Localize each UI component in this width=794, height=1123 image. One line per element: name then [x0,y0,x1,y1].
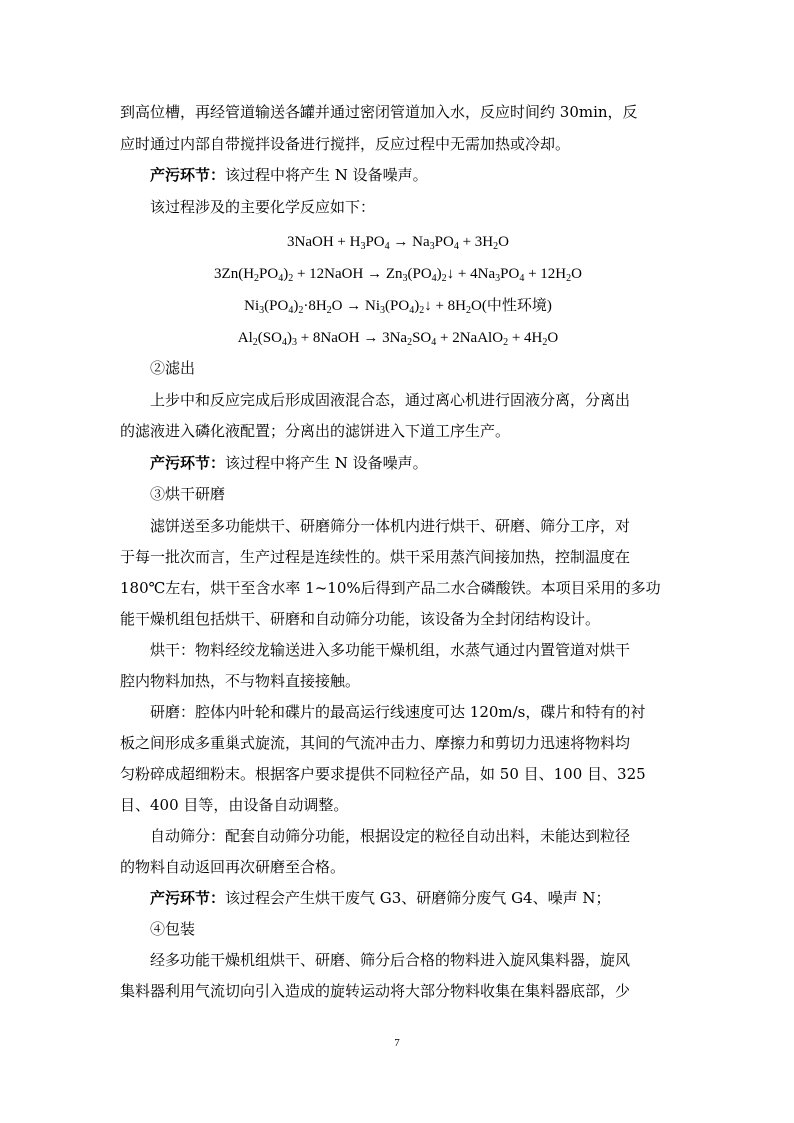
paragraph-line: 的物料自动返回再次研磨至合格。 [120,858,346,876]
equation-2: $3Zn(H_2PO_4)_2$ + 12NaOH → $Zn_3(PO_4)_2↓ + 4Na_3PO_4 + 12H_2O$ [214,266,582,284]
pollution-note [150,160,706,190]
paragraph-line: 180℃左右，烘干至含水率 1~10%后得到产品二水合磷酸铁。本项目采用的多功 [120,579,661,597]
paragraph-line: 上步中和反应完成后形成固液混合态，通过离心机进行固液分离，分离出 [150,391,631,409]
paragraph-line: 应时通过内部自带搅拌设备进行搅拌，反应过程中无需加热或冷却。 [120,135,571,153]
equation-note: (中性环境) [481,298,552,314]
paragraph-line: 能干燥机组包括烘干、研磨和自动筛分功能，该设备为全封闭结构设计。 [120,610,601,628]
paragraph-line: 于每一批次而言，生产过程是连续性的。烘干采用蒸汽间接加热，控制温度在 [120,548,631,566]
paragraph-line: 自动筛分：配套自动筛分功能，根据设定的粒径自动出料，未能达到粒径 [150,827,631,845]
paragraph-line: 滤饼送至多功能烘干、研磨筛分一体机内进行烘干、研磨、筛分工序，对 [150,517,631,535]
section-title: ④包装 [150,920,196,938]
equation-4: $Al_2(SO_4)_3$ + 8NaOH → $3Na_2SO_4$ + 2NaAlO$_2$ + $4H_2O$ [237,330,559,348]
pollution-label: 产污环节： [150,454,226,472]
reaction-intro: 该过程涉及的主要化学反应如下： [150,198,376,216]
paragraph-line: 目、400 目等，由设备自动调整。 [120,796,349,814]
page-number: 7 [394,1037,400,1049]
paragraph-line: 集料器利用气流切向引入造成的旋转运动将大部分物料收集在集料器底部，少 [120,982,631,1000]
paragraph-line: 到高位槽，再经管道输送各罐并通过密闭管道加入水，反应时间约 30min，反 [120,103,638,121]
paragraph-line: 经多功能干燥机组烘干、研磨、筛分后合格的物料进入旋风集料器，旋风 [150,951,631,969]
paragraph-line: 的滤液进入磷化液配置；分离出的滤饼进入下道工序生产。 [120,422,511,440]
equation-1: 3NaOH + $H_3PO_4 \to Na_3PO_4 + 3H_2O$ [287,234,509,252]
equation-3: $Ni_3(PO_4)_2\cdot 8H_2O$ → $Ni_3(PO_4)_2↓ + 8H_2O$(中性环境) [244,298,552,316]
paragraph-line: 匀粉碎成超细粉末。根据客户要求提供不同粒径产品，如 50 目、100 目、325 [120,765,646,783]
section-title: ②滤出 [150,359,196,377]
paragraph-line: 烘干：物料经绞龙输送进入多功能干燥机组，水蒸气通过内置管道对烘干 [150,641,631,659]
pollution-text: 该过程会产生烘干废气 G3、研磨筛分废气 G4、噪声 N； [225,889,611,907]
pollution-text: 该过程中将产生 N 设备噪声。 [225,454,428,472]
paragraph-line: 研磨：腔体内叶轮和碟片的最高运行线速度可达 120m/s，碟片和特有的衬 [150,703,646,721]
pollution-note [150,448,706,478]
paragraph-line: 板之间形成多重巢式旋流，其间的气流冲击力、摩擦力和剪切力迅速将物料均 [120,734,631,752]
pollution-label: 产污环节： [150,166,226,184]
section-title: ③烘干研磨 [150,485,226,503]
pollution-note [150,883,706,913]
pollution-text: 该过程中将产生 N 设备噪声。 [225,166,428,184]
paragraph-line: 腔内物料加热，不与物料直接接触。 [120,672,361,690]
pollution-label: 产污环节： [150,889,226,907]
